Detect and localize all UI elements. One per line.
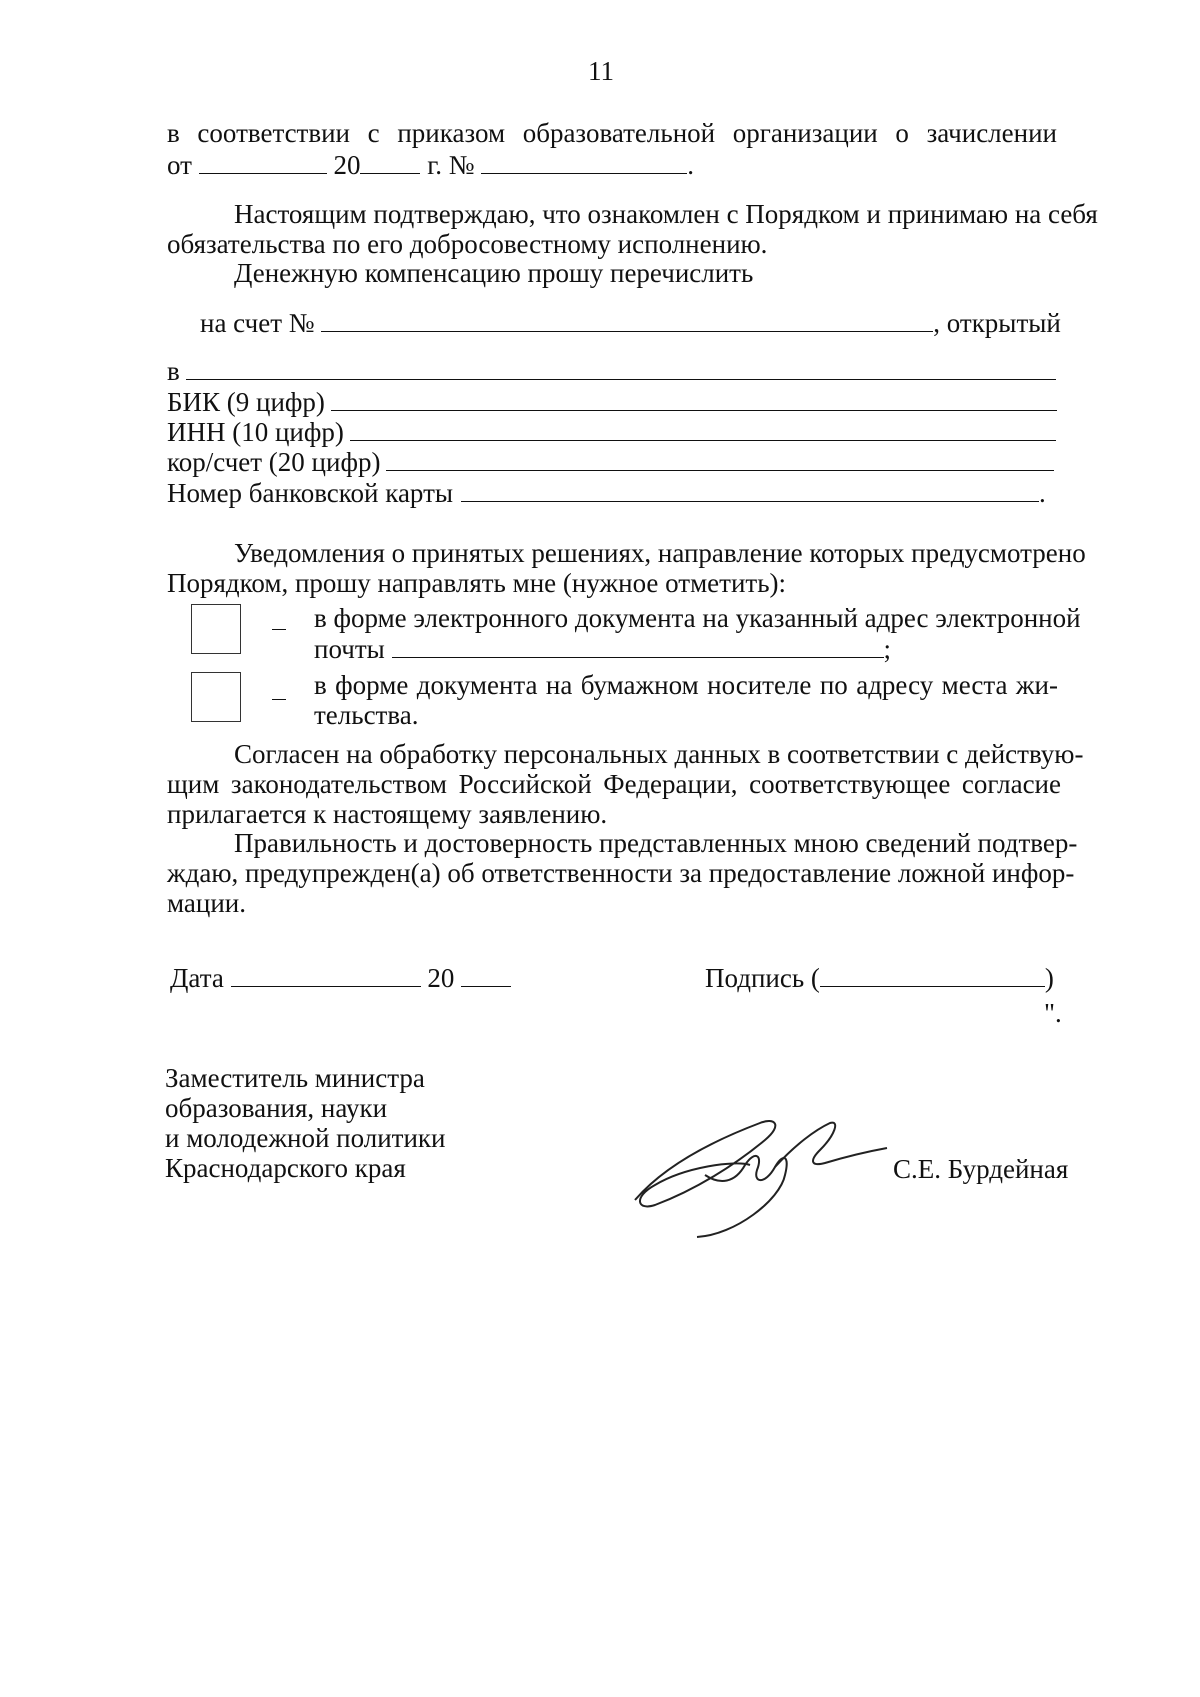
opened-label: , открытый bbox=[933, 308, 1061, 338]
notifications-line-2: Порядком, прошу направлять мне (нужное отметить): bbox=[167, 568, 787, 598]
account-number-field[interactable] bbox=[321, 309, 933, 332]
paper-option-line-2: тельства. bbox=[314, 700, 419, 730]
consent-line-2: щим законодательством Российской Федерации, соответствующее согласие bbox=[167, 769, 1061, 799]
paper-option-line-1: в форме документа на бумажном носителе по адресу места жи- bbox=[314, 670, 1058, 700]
account-line bbox=[200, 308, 1061, 339]
bik-label: БИК (9 цифр) bbox=[167, 387, 325, 417]
intro-line: в соответствии с приказом образовательной организации о зачислении bbox=[167, 118, 1057, 148]
account-label: на счет № bbox=[200, 308, 315, 338]
year-prefix: 20 bbox=[333, 150, 361, 180]
order-date-field[interactable] bbox=[199, 151, 327, 174]
order-date-line bbox=[167, 150, 694, 181]
consent-line-1: Согласен на обработку персональных данных в соответствии с действую- bbox=[234, 739, 1084, 769]
date-year-field[interactable] bbox=[461, 964, 511, 987]
email-end: ; bbox=[883, 634, 892, 664]
bik-field[interactable] bbox=[331, 388, 1057, 411]
card-number-end: . bbox=[1039, 478, 1046, 508]
date-field[interactable] bbox=[231, 964, 421, 987]
closing-quote: ". bbox=[1044, 998, 1062, 1028]
veracity-line-1: Правильность и достоверность представленных мною сведений подтвер- bbox=[234, 828, 1078, 858]
electronic-option-line-1: в форме электронного документа на указанный адрес электронной bbox=[314, 603, 1081, 633]
corr-account-label: кор/счет (20 цифр) bbox=[167, 447, 381, 477]
email-field[interactable] bbox=[392, 635, 884, 658]
from-label: от bbox=[167, 150, 192, 180]
bank-name-row bbox=[167, 356, 1056, 387]
position-line-1: Заместитель министра bbox=[165, 1063, 425, 1093]
compensation-line: Денежную компенсацию прошу перечислить bbox=[234, 258, 754, 288]
signature-close: ) bbox=[1044, 963, 1054, 993]
inn-row bbox=[167, 417, 1056, 448]
position-line-4: Краснодарского края bbox=[165, 1153, 406, 1183]
signature-row bbox=[705, 963, 1054, 994]
electronic-option-checkbox[interactable] bbox=[191, 604, 241, 654]
corr-account-row bbox=[167, 447, 1054, 478]
card-number-label: Номер банковской карты bbox=[167, 478, 454, 508]
electronic-option-line-2 bbox=[314, 634, 891, 665]
option-dash-2 bbox=[272, 699, 286, 700]
position-line-2: образования, науки bbox=[165, 1093, 388, 1123]
card-number-row bbox=[167, 478, 1046, 509]
date-row bbox=[170, 963, 511, 994]
veracity-line-2: ждаю, предупрежден(а) об ответственности за предоставление ложной инфор- bbox=[167, 858, 1075, 888]
confirm-line-2: обязательства по его добросовестному исполнению. bbox=[167, 229, 768, 259]
consent-line-3: прилагается к настоящему заявлению. bbox=[167, 799, 608, 829]
order-number-label: г. № bbox=[427, 150, 475, 180]
signatory-position bbox=[165, 1063, 445, 1183]
card-number-field[interactable] bbox=[461, 479, 1039, 502]
confirm-line-1: Настоящим подтверждаю, что ознакомлен с Порядком и принимаю на себя bbox=[234, 199, 1098, 229]
order-end-dot: . bbox=[687, 150, 694, 180]
notifications-line-1: Уведомления о принятых решениях, направление которых предусмотрено bbox=[234, 538, 1086, 568]
page-number: 11 bbox=[588, 56, 614, 86]
date-label: Дата bbox=[170, 963, 224, 993]
order-number-field[interactable] bbox=[481, 151, 687, 174]
signature-label: Подпись ( bbox=[705, 963, 820, 993]
option-dash-1 bbox=[272, 629, 286, 630]
signature-field[interactable] bbox=[820, 964, 1045, 987]
handwritten-signature bbox=[625, 1105, 895, 1245]
email-label: почты bbox=[314, 634, 385, 664]
bik-row bbox=[167, 387, 1057, 418]
bank-name-field[interactable] bbox=[186, 357, 1056, 380]
inn-label: ИНН (10 цифр) bbox=[167, 417, 344, 447]
date-year-prefix: 20 bbox=[427, 963, 455, 993]
veracity-line-3: мации. bbox=[167, 888, 246, 918]
corr-account-field[interactable] bbox=[386, 448, 1054, 471]
order-year-field[interactable] bbox=[360, 151, 420, 174]
bank-name-label: в bbox=[167, 356, 180, 386]
signatory-name: С.Е. Бурдейная bbox=[893, 1154, 1069, 1184]
paper-option-checkbox[interactable] bbox=[191, 672, 241, 722]
position-line-3: и молодежной политики bbox=[165, 1123, 446, 1153]
inn-field[interactable] bbox=[350, 418, 1056, 441]
